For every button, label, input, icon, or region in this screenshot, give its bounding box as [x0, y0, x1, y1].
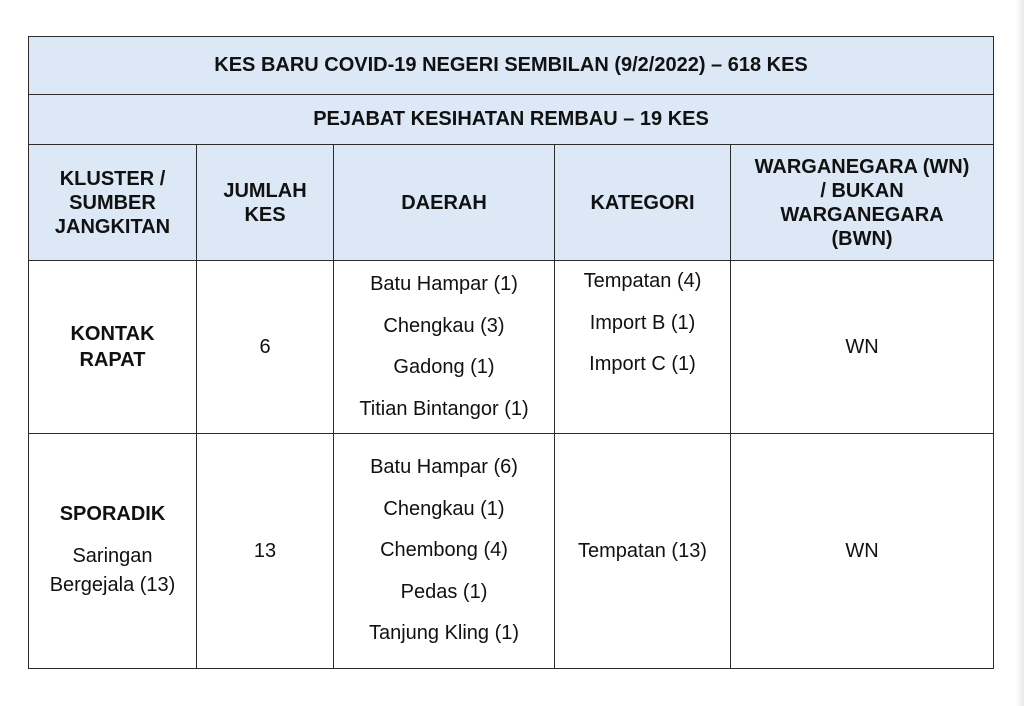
- table-title: KES BARU COVID-19 NEGERI SEMBILAN (9/2/2022) – 618 KES: [29, 37, 994, 95]
- table-subtitle: PEJABAT KESIHATAN REMBAU – 19 KES: [29, 95, 994, 145]
- cases-cell: 6: [197, 261, 334, 434]
- header-area: DAERAH: [334, 145, 555, 261]
- citizenship-cell: WN: [731, 261, 994, 434]
- citizenship-cell: WN: [731, 434, 994, 669]
- page-edge-shadow: [1016, 0, 1024, 706]
- covid-cases-table: [28, 36, 994, 669]
- category-cell: Tempatan (13): [555, 434, 731, 669]
- area-cell: Batu Hampar (1) Chengkau (3) Gadong (1) Titian Bintangor (1): [334, 261, 555, 434]
- header-citizenship: WARGANEGARA (WN) / BUKAN WARGANEGARA (BWN): [731, 145, 994, 261]
- header-row: [29, 145, 994, 261]
- header-cases: JUMLAH KES: [197, 145, 334, 261]
- table-row: [29, 261, 994, 434]
- header-category: KATEGORI: [555, 145, 731, 261]
- cluster-cell: KONTAK RAPAT: [29, 261, 197, 434]
- table-row: [29, 434, 994, 669]
- cluster-cell: SPORADIK Saringan Bergejala (13): [29, 434, 197, 669]
- title-row: [29, 37, 994, 95]
- category-cell: Tempatan (4) Import B (1) Import C (1): [555, 261, 731, 434]
- area-cell: Batu Hampar (6) Chengkau (1) Chembong (4) Pedas (1) Tanjung Kling (1): [334, 434, 555, 669]
- header-cluster: KLUSTER / SUMBER JANGKITAN: [29, 145, 197, 261]
- cases-cell: 13: [197, 434, 334, 669]
- subtitle-row: [29, 95, 994, 145]
